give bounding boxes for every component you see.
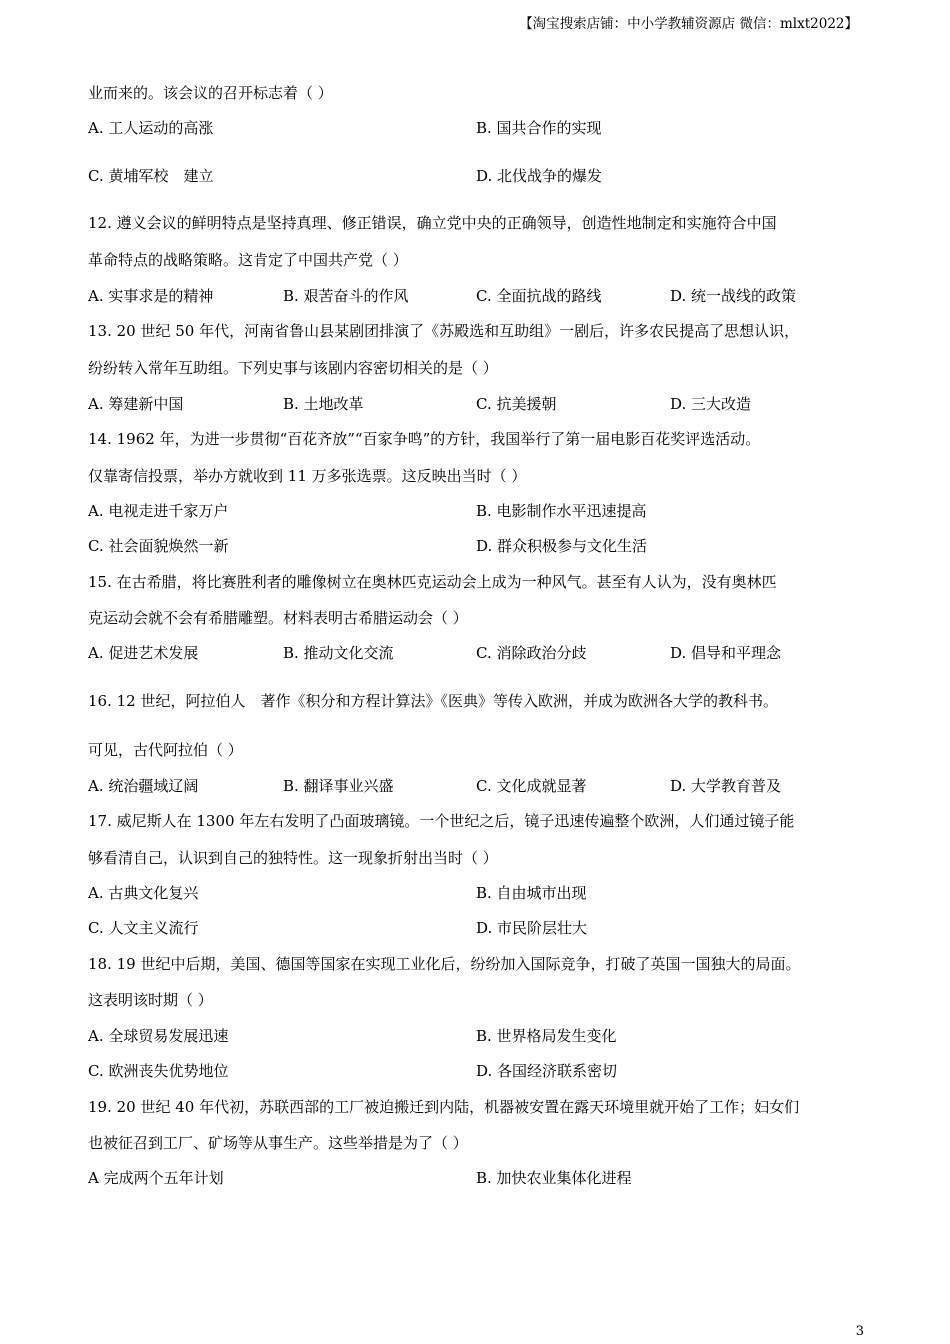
q11-stem: 业而来的。该会议的召开标志着（ ） xyxy=(88,84,333,102)
q14-stem-line1: 14. 1962 年，为进一步贯彻“百花齐放”“百家争鸣”的方针，我国举行了第一届电影百花奖评选活动。 xyxy=(88,430,761,448)
q14-option-a: A. 电视走进千家万户 xyxy=(88,502,229,520)
q17-option-b: B. 自由城市出现 xyxy=(476,884,587,902)
q18-stem-line1: 18. 19 世纪中后期，美国、德国等国家在实现工业化后，纷纷加入国际竞争，打破了英国一国独大的局面。 xyxy=(88,955,801,973)
q19-stem-line2: 也被征召到工厂、矿场等从事生产。这些举措是为了（ ） xyxy=(88,1134,468,1152)
q12-option-d: D. 统一战线的政策 xyxy=(670,287,797,305)
q12-stem-line2: 革命特点的战略策略。这肯定了中国共产党（ ） xyxy=(88,251,408,269)
q16-option-a: A. 统治疆域辽阔 xyxy=(88,777,199,795)
q18-option-b: B. 世界格局发生变化 xyxy=(476,1027,617,1045)
q12-option-a: A. 实事求是的精神 xyxy=(88,287,214,305)
q11-option-c: C. 黄埔军校 建立 xyxy=(88,167,214,185)
q18-stem-line2: 这表明该时期（ ） xyxy=(88,991,213,1009)
q13-stem-line2: 纷纷转入常年互助组。下列史事与该剧内容密切相关的是（ ） xyxy=(88,359,498,377)
q17-option-d: D. 市民阶层壮大 xyxy=(476,919,588,937)
q18-option-c: C. 欧洲丧失优势地位 xyxy=(88,1062,229,1080)
q19-stem-line1: 19. 20 世纪 40 年代初，苏联西部的工厂被迫搬迁到内陆，机器被安置在露天环境里就开始了工作；妇女们 xyxy=(88,1098,800,1116)
q15-option-b: B. 推动文化交流 xyxy=(283,644,394,662)
q13-option-b: B. 土地改革 xyxy=(283,395,364,413)
q11-option-d: D. 北伐战争的爆发 xyxy=(476,167,603,185)
q12-option-b: B. 艰苦奋斗的作风 xyxy=(283,287,409,305)
q16-stem-line1: 16. 12 世纪，阿拉伯人 著作《积分和方程计算法》《医典》等传入欧洲，并成为欧洲各大学的教科书。 xyxy=(88,692,778,710)
q16-option-c: C. 文化成就显著 xyxy=(476,777,587,795)
q15-stem-line1: 15. 在古希腊，将比赛胜利者的雕像树立在奥林匹克运动会上成为一种风气。甚至有人认为，没有奥林匹 xyxy=(88,573,777,591)
q11-option-b: B. 国共合作的实现 xyxy=(476,119,602,137)
q14-option-b: B. 电影制作水平迅速提高 xyxy=(476,502,647,520)
q13-stem-line1: 13. 20 世纪 50 年代，河南省鲁山县某剧团排演了《苏殿选和互助组》一剧后，许多农民提高了思想认识， xyxy=(88,322,800,340)
q16-stem-line2: 可见，古代阿拉伯（ ） xyxy=(88,741,243,759)
q15-stem-line2: 克运动会就不会有希腊雕塑。材料表明古希腊运动会（ ） xyxy=(88,609,468,627)
q14-option-d: D. 群众积极参与文化生活 xyxy=(476,537,648,555)
page-number: 3 xyxy=(855,1324,864,1339)
q16-option-b: B. 翻译事业兴盛 xyxy=(283,777,394,795)
q14-stem-line2: 仅靠寄信投票，举办方就收到 11 万多张选票。这反映出当时（ ） xyxy=(88,467,527,485)
q19-option-b: B. 加快农业集体化进程 xyxy=(476,1169,632,1187)
q14-option-c: C. 社会面貌焕然一新 xyxy=(88,537,229,555)
q13-option-a: A. 筹建新中国 xyxy=(88,395,184,413)
q15-option-d: D. 倡导和平理念 xyxy=(670,644,782,662)
q17-option-a: A. 古典文化复兴 xyxy=(88,884,199,902)
q12-stem-line1: 12. 遵义会议的鲜明特点是坚持真理、修正错误，确立党中央的正确领导，创造性地制定和实施符合中国 xyxy=(88,214,777,232)
q13-option-d: D. 三大改造 xyxy=(670,395,752,413)
q19-option-a: A 完成两个五年计划 xyxy=(88,1169,224,1187)
q11-option-a: A. 工人运动的高涨 xyxy=(88,119,214,137)
q17-stem-line2: 够看清自己，认识到自己的独特性。这一现象折射出当时（ ） xyxy=(88,849,498,867)
q12-option-c: C. 全面抗战的路线 xyxy=(476,287,602,305)
q17-option-c: C. 人文主义流行 xyxy=(88,919,199,937)
q17-stem-line1: 17. 威尼斯人在 1300 年左右发明了凸面玻璃镜。一个世纪之后，镜子迅速传遍整个欧洲，人们通过镜子能 xyxy=(88,812,795,830)
q18-option-a: A. 全球贸易发展迅速 xyxy=(88,1027,229,1045)
q15-option-a: A. 促进艺术发展 xyxy=(88,644,199,662)
q15-option-c: C. 消除政治分歧 xyxy=(476,644,587,662)
q18-option-d: D. 各国经济联系密切 xyxy=(476,1062,618,1080)
page-header: 【淘宝搜索店铺：中小学教辅资源店 微信：mlxt2022】 xyxy=(519,16,858,32)
q16-option-d: D. 大学教育普及 xyxy=(670,777,782,795)
q13-option-c: C. 抗美援朝 xyxy=(476,395,557,413)
